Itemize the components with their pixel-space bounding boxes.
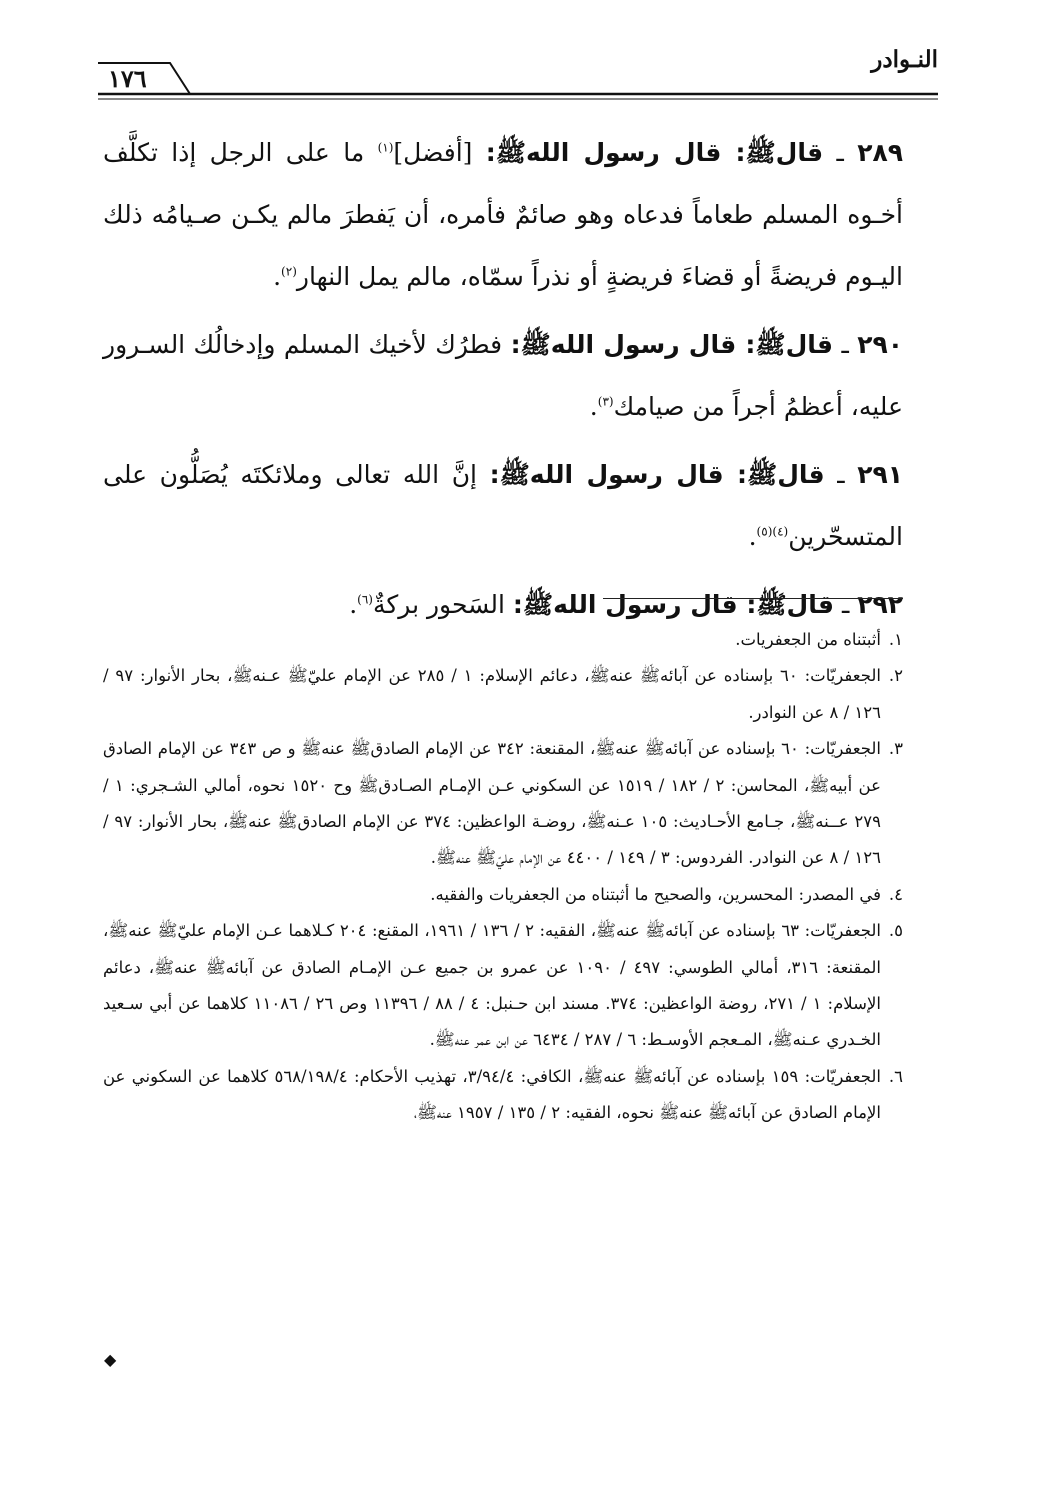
hadith-attribution: قال‏ﷺ: قال رسول الله‏ﷺ:	[512, 590, 834, 619]
hadith-290: ٢٩٠ ـ قال‏ﷺ: قال رسول الله‏ﷺ: فطرُك لأخيك المسلم وإدخالُك السـرور عليه، أعظمُ أجراً من صيامك$^{(٣)}$.	[103, 330, 904, 421]
hadith-text: إنَّ الله تعالى وملائكتَه يُصَلُّون على المتسحّرين	[103, 460, 903, 551]
hadith-attribution: قال‏ﷺ: قال رسول الله‏ﷺ:	[485, 138, 824, 167]
hadith-number: ٢٩٠	[857, 330, 904, 359]
header-rule	[98, 42, 938, 102]
running-header	[98, 42, 938, 102]
sentence-end: .	[349, 590, 358, 619]
footnote-ref: (٦)	[357, 592, 373, 607]
hadith-number: ٢٩١	[857, 460, 903, 489]
hadith-text: [أفضل]	[393, 138, 486, 167]
footnote-ref: (٥)	[756, 524, 773, 539]
footnotes-list	[103, 622, 903, 1132]
footnote-ref: (٤)	[772, 524, 789, 539]
footnote-text: الجعفريّات: ٦٠ بإسناده عن آبائه‏ﷺ عنه‏ﷺ، دعائم الإسلام: ١ / ٢٨٥ عن الإمام عليّ‏ﷺ عـنه‏ﷺ، بحار الأنوار: ٩٧ / ١٢٦ / ٨ عن النوادر.	[103, 666, 881, 722]
continuation-mark-icon: ◆	[104, 1350, 117, 1369]
hadith-attribution: قال‏ﷺ: قال رسول الله‏ﷺ:	[510, 330, 834, 359]
footnote-text: في المصدر: المحسرين، والصحيح ما أثبتناه من الجعفريات والفقيه.	[430, 884, 881, 904]
book-title: النـوادر	[871, 46, 938, 73]
footnote-2	[103, 658, 903, 731]
sentence-end: .	[273, 262, 282, 291]
footnote-text: الجعفريّات: ٦٣ بإسناده عن آبائه‏ﷺ عنه‏ﷺ، الفقيه: ٢ / ١٣٦ / ١٩٦١، المقنع: ٢٠٤ كـلاهما عـن الإمام عليّ‏ﷺ عنه‏ﷺ، المقنعة: ٣١٦، أمالي الطوسي: ٤٩٧ / ١٠٩٠ عن عمرو بن جميع عـن الإمـام الصادق عن آبائه‏ﷺ عنه‏ﷺ، دعائم الإسلام: ١ / ٢٧١، روضة الواعظين: ٣٧٤. مسند ابن حـنبل: ٤ / ٨٨ / ١١٣٩٦ وص ٢٦ / ١١٠٨٦ كلاهما عن أبي سـعيد الخـدري عـنه‏ﷺ، المـعجم الأوسـط: ٦ / ٢٨٧ / ٦٤٣٤ عن ابن عمر عنه‏ﷺ.	[103, 921, 881, 1050]
footnote-number: ٢.	[888, 666, 903, 686]
footnote-1	[103, 622, 903, 658]
footnote-6	[103, 1059, 903, 1132]
hadith-body	[103, 122, 903, 642]
hadith-291: ٢٩١ ـ قال‏ﷺ: قال رسول الله‏ﷺ: إنَّ الله تعالى وملائكتَه يُصَلُّون على المتسحّرين$^{(٤)(٥)}$.	[103, 460, 903, 551]
footnote-ref: (٢)	[281, 264, 297, 279]
footnote-text: الجعفريّات: ١٥٩ بإسناده عن آبائه‏ﷺ عنه‏ﷺ، الكافي: ٣/٩٤/٤، تهذيب الأحكام: ٥٦٨/١٩٨/٤ كلاهما عن السكوني عن الإمام الصادق عن آبائه‏ﷺ عنه‏ﷺ نحوه، الفقيه: ٢ / ١٣٥ / ١٩٥٧ عنه‏ﷺ،	[103, 1066, 881, 1123]
hadith-attribution: قال‏ﷺ: قال رسول الله‏ﷺ:	[489, 460, 825, 489]
footnote-number: ٦.	[888, 1066, 903, 1086]
hadith-number: ٢٨٩	[857, 138, 903, 167]
hadith-number: ٢٩٢	[857, 590, 903, 619]
footnote-ref: (١)	[377, 140, 394, 155]
hadith-text: فطرُك لأخيك المسلم وإدخالُك السـرور عليه، أعظمُ أجراً من صيامك	[103, 330, 903, 421]
sentence-end: .	[589, 392, 598, 421]
footnote-text: أثبتناه من الجعفريات.	[735, 630, 881, 649]
footnote-number: ٣.	[888, 739, 903, 759]
footnote-ref: (٣)	[597, 394, 614, 409]
footnote-number: ٤.	[888, 884, 903, 904]
footnote-number: ١.	[888, 630, 903, 649]
footnote-5	[103, 913, 903, 1059]
footnote-number: ٥.	[888, 921, 903, 941]
hadith-text: السَحور بركةٌ	[372, 590, 513, 619]
sentence-end: .	[748, 522, 757, 551]
footnote-4	[103, 877, 903, 913]
hadith-292: ٢٩٢ ـ قال‏ﷺ: قال رسول الله‏ﷺ: السَحور بركةٌ$^{(٦)}$.	[349, 590, 903, 619]
hadith-289: ٢٨٩ ـ قال‏ﷺ: قال رسول الله‏ﷺ: [أفضل]$^{(١)}$ ما على الرجل إذا تكلَّف أخـوه المسلم طعاماً فدعاه وهو صائمٌ فأمره، أن يَفطرَ مالم يكـن صـيامُه ذلك اليـوم فريضةً أو قضاءَ فريضةٍ أو نذراً سمّاه، مالم يمل النهار$^{(٢)}$.	[103, 138, 903, 291]
hadith-text: ما على الرجل إذا تكلَّف أخـوه المسلم طعاماً فدعاه وهو صائمٌ فأمره، أن يَفطرَ مالم يكـن صـيامُه ذلك اليـوم فريضةً أو قضاءَ فريضةٍ أو نذراً سمّاه، مالم يمل النهار	[103, 138, 903, 291]
footnote-divider	[603, 598, 903, 599]
footnote-text: الجعفريّات: ٦٠ بإسناده عن آبائه‏ﷺ عنه‏ﷺ، المقنعة: ٣٤٢ عن الإمام الصادق‏ﷺ عنه‏ﷺ و ص ٣٤٣ عن الإمام الصادق عن أبيه‏ﷺ، المحاسن: ٢ / ١٨٢ / ١٥١٩ عن السكوني عـن الإمـام الصـادق‏ﷺ وح ١٥٢٠ نحوه، أمالي الشـجري: ١ / ٢٧٩ عــنه‏ﷺ، جـامع الأحـاديث: ١٠٥ عـنه‏ﷺ، روضـة الواعظين: ٣٧٤ عن الإمام الصادق‏ﷺ عنه‏ﷺ، بحار الأنوار: ٩٧ / ١٢٦ / ٨ عن النوادر. الفردوس: ٣ / ١٤٩ / ٤٤٠٠ عن الإمام عليّ‏ﷺ عنه‏ﷺ.	[103, 739, 881, 868]
footnote-3	[103, 731, 903, 877]
page-number: ١٧٦	[108, 64, 147, 93]
